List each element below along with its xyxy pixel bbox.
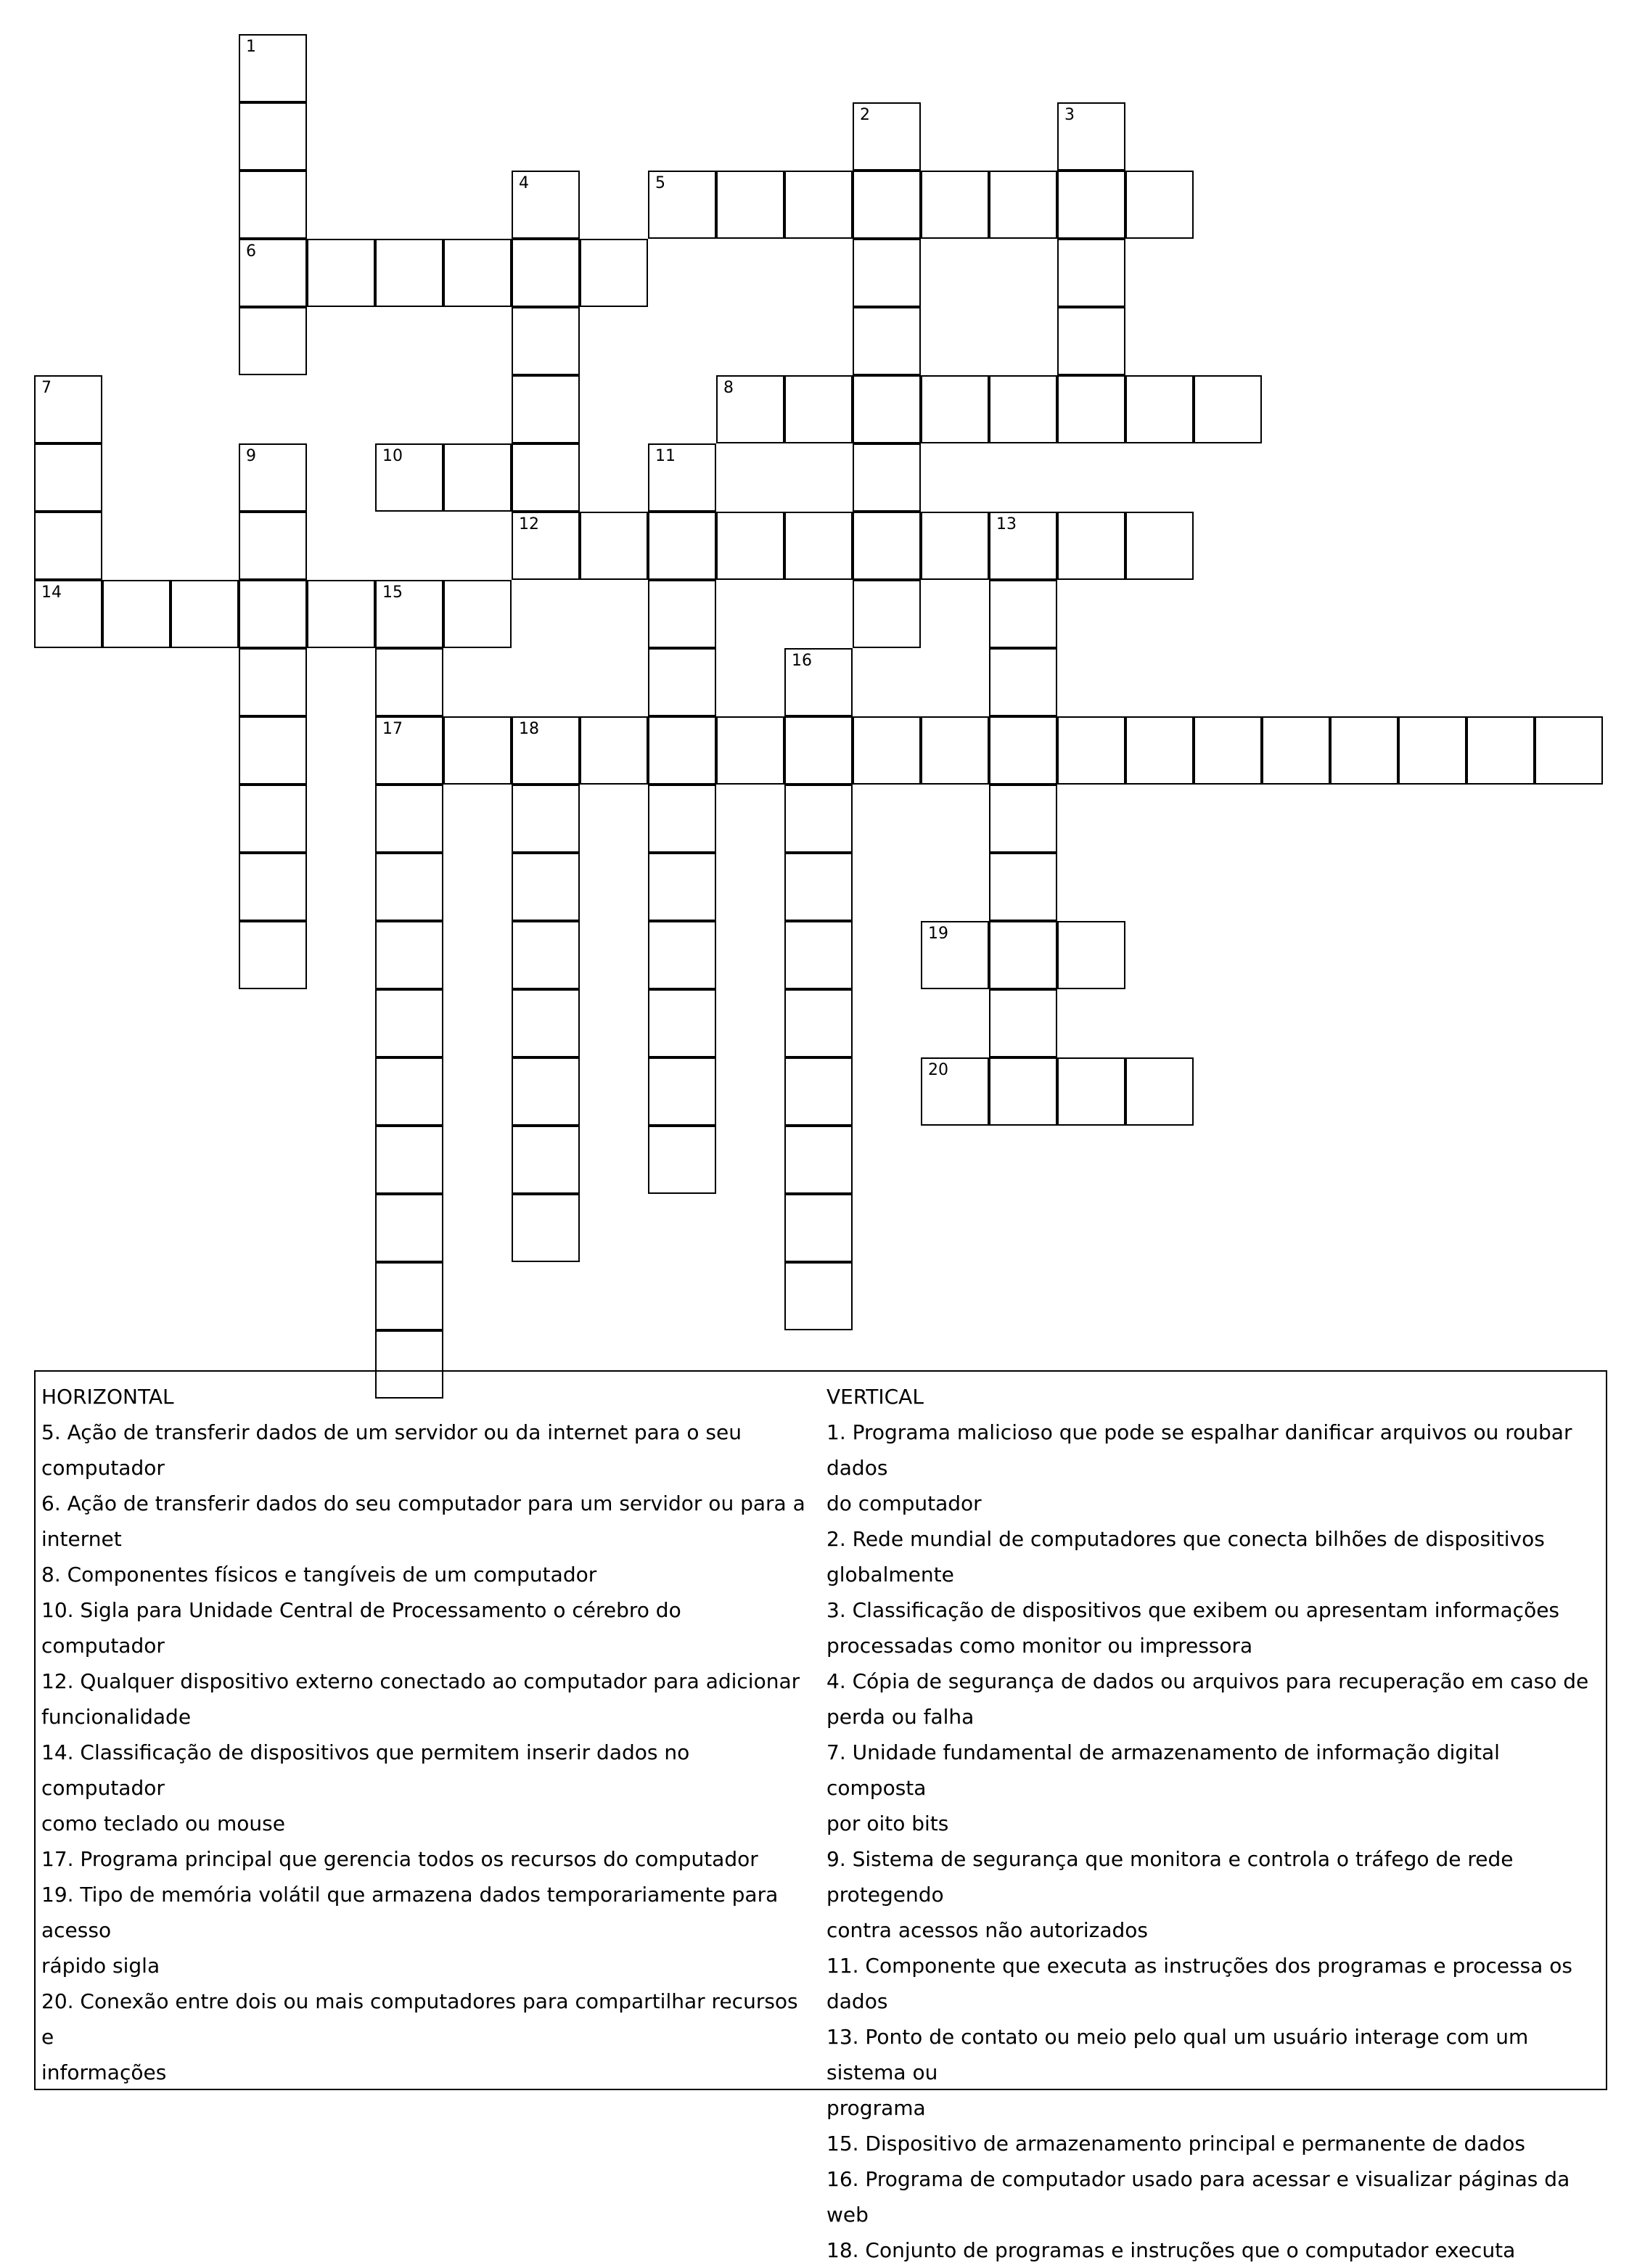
grid-cell[interactable] [716,716,784,785]
down-clue-line: globalmente [826,1563,954,1587]
grid-cell[interactable] [716,375,784,443]
grid-cell[interactable] [648,716,716,785]
grid-cell[interactable] [375,921,443,989]
down-clue-line: 11. Componente que executa as instruções dos programas e processa os dados [826,1954,1572,2013]
down-clue-line: 1. Programa malicioso que pode se espalhar danificar arquivos ou roubar dados [826,1420,1572,1480]
grid-cell[interactable] [375,580,443,648]
grid-cell[interactable] [784,1262,853,1330]
grid-cell[interactable] [239,443,307,512]
across-clues [41,1379,811,2090]
grid-cell[interactable] [375,716,443,785]
clue-number: 9 [246,447,256,465]
grid-cell[interactable] [784,1057,853,1126]
grid-cell[interactable] [648,1126,716,1194]
grid-cell[interactable] [375,853,443,921]
clue-number: 12 [519,515,539,533]
across-clue-line: rápido sigla [41,1954,160,1978]
grid-cell[interactable] [1057,307,1125,375]
down-clue-line: por oito bits [826,1811,949,1835]
grid-cell[interactable] [1262,716,1330,785]
down-clue-line: 4. Cópia de segurança de dados ou arquivos para recuperação em caso de [826,1669,1589,1693]
grid-cell[interactable] [102,580,171,648]
grid-cell[interactable] [580,239,648,307]
grid-cell[interactable] [853,512,921,580]
grid-cell[interactable] [648,443,716,512]
grid-cell[interactable] [34,512,102,580]
across-clue-line: 8. Componentes físicos e tangíveis de um computador [41,1563,597,1587]
grid-cell[interactable] [512,307,580,375]
grid-cell[interactable] [989,785,1057,853]
grid-cell[interactable] [648,989,716,1057]
grid-cell[interactable] [1057,1057,1125,1126]
grid-cell[interactable] [921,716,989,785]
grid-cell[interactable] [784,989,853,1057]
grid-cell[interactable] [921,1057,989,1126]
grid-cell[interactable] [853,580,921,648]
grid-cell[interactable] [648,853,716,921]
down-clue-line: 18. Conjunto de programas e instruções que o computador executa [826,2238,1516,2262]
down-clue-line: do computador [826,1491,982,1515]
grid-cell[interactable] [989,512,1057,580]
across-clue-line: 12. Qualquer dispositivo externo conectado ao computador para adicionar [41,1669,800,1693]
clue-number: 14 [41,584,62,602]
clues-box [34,1370,1607,2262]
grid-cell[interactable] [512,853,580,921]
grid-cell[interactable] [239,171,307,239]
grid-cell[interactable] [239,512,307,580]
clue-number: 19 [928,925,948,943]
grid-cell[interactable] [648,921,716,989]
grid-cell[interactable] [853,443,921,512]
across-clue-line: 10. Sigla para Unidade Central de Processamento o cérebro do computador [41,1598,681,1658]
grid-cell[interactable] [853,102,921,171]
grid-cell[interactable] [784,512,853,580]
grid-cell[interactable] [580,716,648,785]
grid-cell[interactable] [648,648,716,716]
grid-cell[interactable] [784,1194,853,1262]
grid-cell[interactable] [512,716,580,785]
grid-cell[interactable] [853,307,921,375]
grid-cell[interactable] [443,580,512,648]
grid-cell[interactable] [989,171,1057,239]
grid-cell[interactable] [375,1057,443,1126]
grid-cell[interactable] [784,648,853,716]
grid-cell[interactable] [512,375,580,443]
down-clue-line: 3. Classificação de dispositivos que exibem ou apresentam informações [826,1598,1560,1622]
grid-cell[interactable] [648,512,716,580]
grid-cell[interactable] [716,171,784,239]
grid-cell[interactable] [1194,375,1262,443]
grid-cell[interactable] [716,512,784,580]
grid-cell[interactable] [648,785,716,853]
clue-number: 7 [41,379,52,397]
grid-cell[interactable] [1057,171,1125,239]
clue-number: 17 [382,720,403,738]
grid-cell[interactable] [307,239,375,307]
grid-cell[interactable] [1194,716,1262,785]
grid-cell[interactable] [853,239,921,307]
grid-cell[interactable] [239,239,307,307]
grid-cell[interactable] [512,921,580,989]
down-clue-line: 16. Programa de computador usado para acessar e visualizar páginas da web [826,2167,1570,2227]
across-clue-line: funcionalidade [41,1705,192,1729]
grid-cell[interactable] [443,239,512,307]
grid-cell[interactable] [375,648,443,716]
grid-cell[interactable] [443,443,512,512]
grid-cell[interactable] [989,580,1057,648]
grid-cell[interactable] [989,648,1057,716]
across-clue-line: 5. Ação de transferir dados de um servidor ou da internet para o seu [41,1420,742,1444]
across-heading: HORIZONTAL [41,1385,174,1409]
grid-cell[interactable] [784,716,853,785]
grid-cell[interactable] [921,171,989,239]
grid-cell[interactable] [648,1057,716,1126]
grid-cell[interactable] [853,716,921,785]
grid-cell[interactable] [1125,512,1194,580]
grid-cell[interactable] [784,853,853,921]
grid-cell[interactable] [989,1057,1057,1126]
clue-number: 1 [246,38,256,56]
grid-cell[interactable] [239,716,307,785]
across-clue-line: 17. Programa principal que gerencia todos os recursos do computador [41,1847,758,1871]
grid-cell[interactable] [784,1126,853,1194]
clue-number: 11 [655,447,676,465]
grid-cell[interactable] [375,1194,443,1262]
clue-number: 3 [1064,106,1075,124]
grid-cell[interactable] [512,512,580,580]
down-clue-line: 15. Dispositivo de armazenamento principal e permanente de dados [826,2132,1525,2156]
grid-cell[interactable] [989,921,1057,989]
grid-cell[interactable] [784,785,853,853]
grid-cell[interactable] [989,375,1057,443]
across-clue-line: 14. Classificação de dispositivos que permitem inserir dados no computador [41,1740,690,1800]
grid-cell[interactable] [512,785,580,853]
grid-cell[interactable] [375,989,443,1057]
grid-cell[interactable] [512,1126,580,1194]
down-clue-line: contra acessos não autorizados [826,1918,1148,1942]
grid-cell[interactable] [239,102,307,171]
grid-cell[interactable] [784,171,853,239]
grid-cell[interactable] [989,853,1057,921]
grid-cell[interactable] [580,512,648,580]
grid-cell[interactable] [239,34,307,102]
across-clue-line: internet [41,1527,122,1551]
grid-cell[interactable] [512,239,580,307]
across-clue-line: informações [41,2060,167,2084]
down-heading: VERTICAL [826,1385,924,1409]
grid-cell[interactable] [239,853,307,921]
grid-cell[interactable] [1398,716,1466,785]
grid-cell[interactable] [853,375,921,443]
down-clue-line: 13. Ponto de contato ou meio pelo qual um usuário interage com um sistema ou [826,2025,1529,2084]
grid-cell[interactable] [989,716,1057,785]
grid-cell[interactable] [512,1057,580,1126]
clue-number: 18 [519,720,539,738]
down-clue-line: 7. Unidade fundamental de armazenamento de informação digital composta [826,1740,1500,1800]
down-clue-line: processadas como monitor ou impressora [826,1634,1253,1658]
down-clues [826,1379,1603,2268]
grid-cell[interactable] [171,580,239,648]
grid-cell[interactable] [34,580,102,648]
across-clue-line: 20. Conexão entre dois ou mais computadores para compartilhar recursos e [41,1989,798,2049]
across-clue-line: computador [41,1456,165,1480]
across-clue-line: 19. Tipo de memória volátil que armazena dados temporariamente para acesso [41,1883,779,1942]
grid-cell[interactable] [784,921,853,989]
grid-cell[interactable] [1535,716,1603,785]
grid-cell[interactable] [1057,239,1125,307]
grid-cell[interactable] [375,1262,443,1330]
grid-cell[interactable] [1330,716,1398,785]
grid-cell[interactable] [512,1194,580,1262]
clue-number: 20 [928,1061,948,1079]
grid-cell[interactable] [375,785,443,853]
clue-number: 16 [792,652,812,670]
clue-number: 10 [382,447,403,465]
down-clue-line: programa [826,2096,926,2120]
grid-cell[interactable] [239,785,307,853]
grid-cell[interactable] [1057,102,1125,171]
grid-cell[interactable] [921,512,989,580]
clue-number: 2 [860,106,870,124]
grid-cell[interactable] [1125,171,1194,239]
grid-cell[interactable] [239,580,307,648]
down-clue-line: 9. Sistema de segurança que monitora e controla o tráfego de rede protegendo [826,1847,1514,1907]
grid-cell[interactable] [375,239,443,307]
grid-cell[interactable] [239,921,307,989]
grid-cell[interactable] [648,580,716,648]
grid-cell[interactable] [1057,921,1125,989]
grid-cell[interactable] [1057,375,1125,443]
grid-cell[interactable] [648,171,716,239]
clue-number: 4 [519,174,529,192]
grid-cell[interactable] [34,443,102,512]
across-clue-line: como teclado ou mouse [41,1811,285,1835]
grid-cell[interactable] [989,989,1057,1057]
grid-cell[interactable] [784,375,853,443]
clue-number: 5 [655,174,665,192]
clue-number: 15 [382,584,403,602]
grid-cell[interactable] [1057,512,1125,580]
grid-cell[interactable] [512,171,580,239]
grid-cell[interactable] [512,443,580,512]
across-clue-line: 6. Ação de transferir dados do seu computador para um servidor ou para a [41,1491,805,1515]
grid-cell[interactable] [443,716,512,785]
clue-number: 8 [723,379,734,397]
grid-cell[interactable] [512,989,580,1057]
grid-cell[interactable] [307,580,375,648]
down-clue-line: 2. Rede mundial de computadores que conecta bilhões de dispositivos [826,1527,1545,1551]
grid-cell[interactable] [375,1126,443,1194]
down-clue-line: perda ou falha [826,1705,975,1729]
grid-cell[interactable] [1057,716,1125,785]
grid-cell[interactable] [239,307,307,375]
clue-number: 6 [246,242,256,261]
clue-number: 13 [996,515,1017,533]
grid-cell[interactable] [239,648,307,716]
grid-cell[interactable] [853,171,921,239]
grid-cell[interactable] [34,375,102,443]
grid-cell[interactable] [1466,716,1535,785]
grid-cell[interactable] [921,375,989,443]
grid-cell[interactable] [375,443,443,512]
grid-cell[interactable] [1125,716,1194,785]
grid-cell[interactable] [1125,375,1194,443]
grid-cell[interactable] [1125,1057,1194,1126]
grid-cell[interactable] [921,921,989,989]
